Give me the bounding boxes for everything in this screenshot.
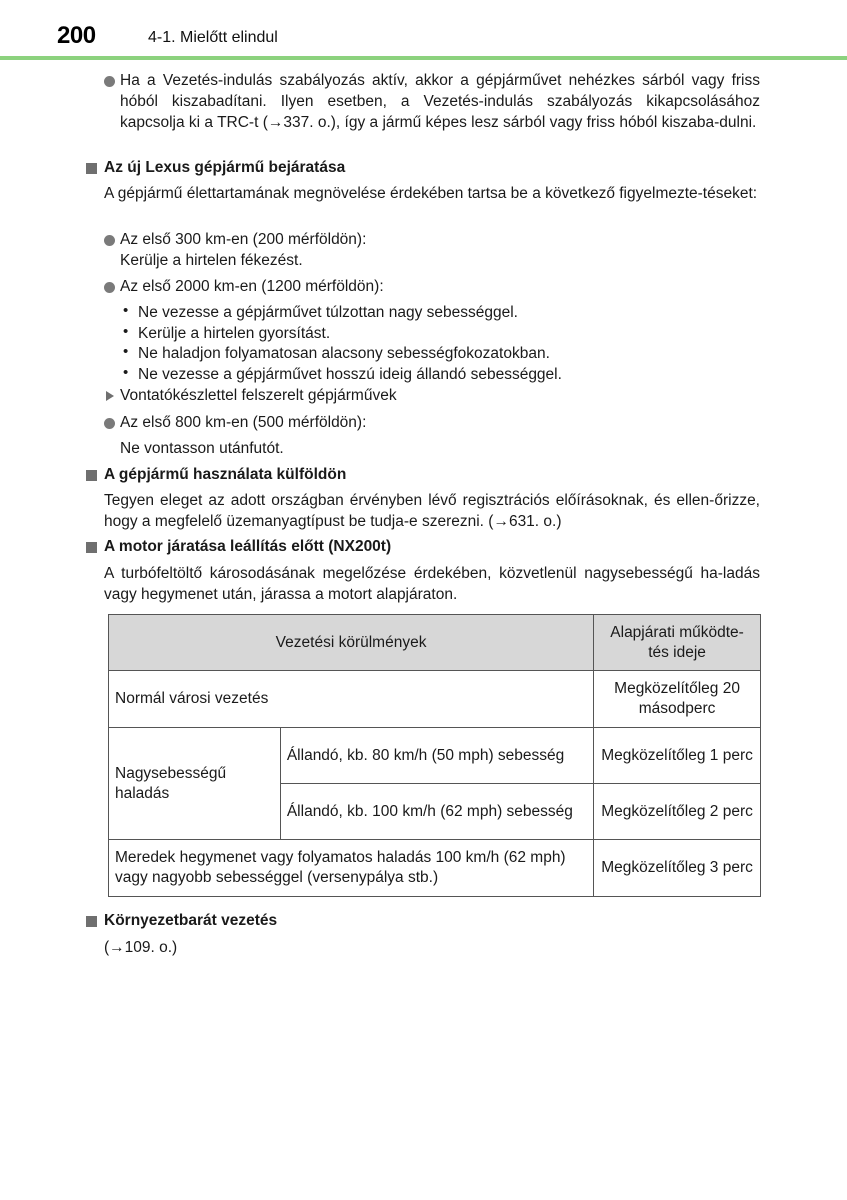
small-bullet-icon: • — [123, 323, 129, 340]
table-cell-condition: Állandó, kb. 80 km/h (50 mph) sebesség — [280, 728, 593, 784]
section-square-icon — [86, 163, 97, 174]
idle-time-table — [108, 614, 761, 897]
small-bullet-icon: • — [123, 364, 129, 381]
small-bullet-icon: • — [123, 302, 129, 319]
table-cell-group: Nagysebességű haladás — [109, 728, 281, 840]
section-square-icon — [86, 470, 97, 481]
breakin-heading: Az új Lexus gépjármű bejáratása — [104, 159, 346, 176]
table-cell-condition: Állandó, kb. 100 km/h (62 mph) sebesség — [280, 784, 593, 840]
bullet-dot-icon — [104, 282, 115, 293]
page-header — [0, 0, 847, 62]
table-cell-time: Megközelítőleg 1 perc — [594, 728, 761, 784]
towing-label: Vontatókészlettel felszerelt gépjárművek — [120, 387, 397, 404]
eco-heading: Környezetbarát vezetés — [104, 912, 278, 929]
list-item: Ne vezesse a gépjárművet túlzottan nagy sebességgel. — [138, 304, 518, 321]
header-rule — [0, 56, 847, 60]
list-item: Ne haladjon folyamatosan alacsony sebességfokozatokban. — [138, 345, 550, 362]
table-cell-time: Megközelítőleg 3 perc — [594, 840, 761, 897]
bullet-dot-icon — [104, 235, 115, 246]
intro-paragraph: Ha a Vezetés-indulás szabályozás aktív, akkor a gépjárművet nehézkes sárból vagy friss hóból kiszabadítani. Ilyen esetben, a Vezetés-indulás szabályozás kikapcsolásához kapcsolja ki a TRC-t (→337. o.), így a jármű képes lesz sárból vagy friss hóból kiszaba-dulni. — [120, 72, 760, 131]
table-cell-time: Megközelítőleg 20 másodperc — [594, 671, 761, 728]
triangle-marker-icon — [106, 391, 114, 401]
no-trailer-advice: Ne vontasson utánfutót. — [120, 440, 284, 457]
table-header-idle-time: Alapjárati működte-tés ideje — [594, 615, 761, 671]
list-item: Kerülje a hirtelen gyorsítást. — [138, 325, 331, 342]
first-300-km: Az első 300 km-en (200 mérföldön): — [120, 231, 367, 248]
first-300-km-advice: Kerülje a hirtelen fékezést. — [120, 252, 303, 269]
page-number: 200 — [57, 22, 96, 49]
small-bullet-icon: • — [123, 343, 129, 360]
bullet-dot-icon — [104, 418, 115, 429]
section-title: 4-1. Mielőtt elindul — [148, 29, 278, 46]
table-cell-condition: Meredek hegymenet vagy folyamatos haladás 100 km/h (62 mph) vagy nagyobb sebességgel (versenypálya stb.) — [109, 840, 594, 897]
table-row — [109, 728, 761, 784]
table-row — [109, 671, 761, 728]
breakin-text: A gépjármű élettartamának megnövelése érdekében tartsa be a következő figyelmezte-téseket: — [104, 185, 758, 202]
abroad-heading: A gépjármű használata külföldön — [104, 466, 347, 483]
list-item: Ne vezesse a gépjárművet hosszú ideig állandó sebességgel. — [138, 366, 562, 383]
table-cell-condition: Normál városi vezetés — [109, 671, 594, 728]
first-2000-km: Az első 2000 km-en (1200 mérföldön): — [120, 278, 384, 295]
table-header-row — [109, 615, 761, 671]
table-header-conditions: Vezetési körülmények — [109, 615, 594, 671]
first-800-km: Az első 800 km-en (500 mérföldön): — [120, 414, 367, 431]
section-square-icon — [86, 916, 97, 927]
bullet-dot-icon — [104, 76, 115, 87]
eco-reference: (→109. o.) — [104, 939, 178, 956]
table-row — [109, 840, 761, 897]
table-cell-time: Megközelítőleg 2 perc — [594, 784, 761, 840]
abroad-text: Tegyen eleget az adott országban érvényben lévő regisztrációs előírásoknak, és ellen-őrizze, hogy a megfelelő üzemanyagtípust be tudja-e szerezni. (→631. o.) — [104, 492, 760, 530]
idle-heading: A motor járatása leállítás előtt (NX200t) — [104, 538, 392, 555]
section-square-icon — [86, 542, 97, 553]
idle-text: A turbófeltöltő károsodásának megelőzése érdekében, közvetlenül nagysebességű ha-ladás vagy hegymenet után, járassa a motort alapjáraton. — [104, 565, 760, 603]
